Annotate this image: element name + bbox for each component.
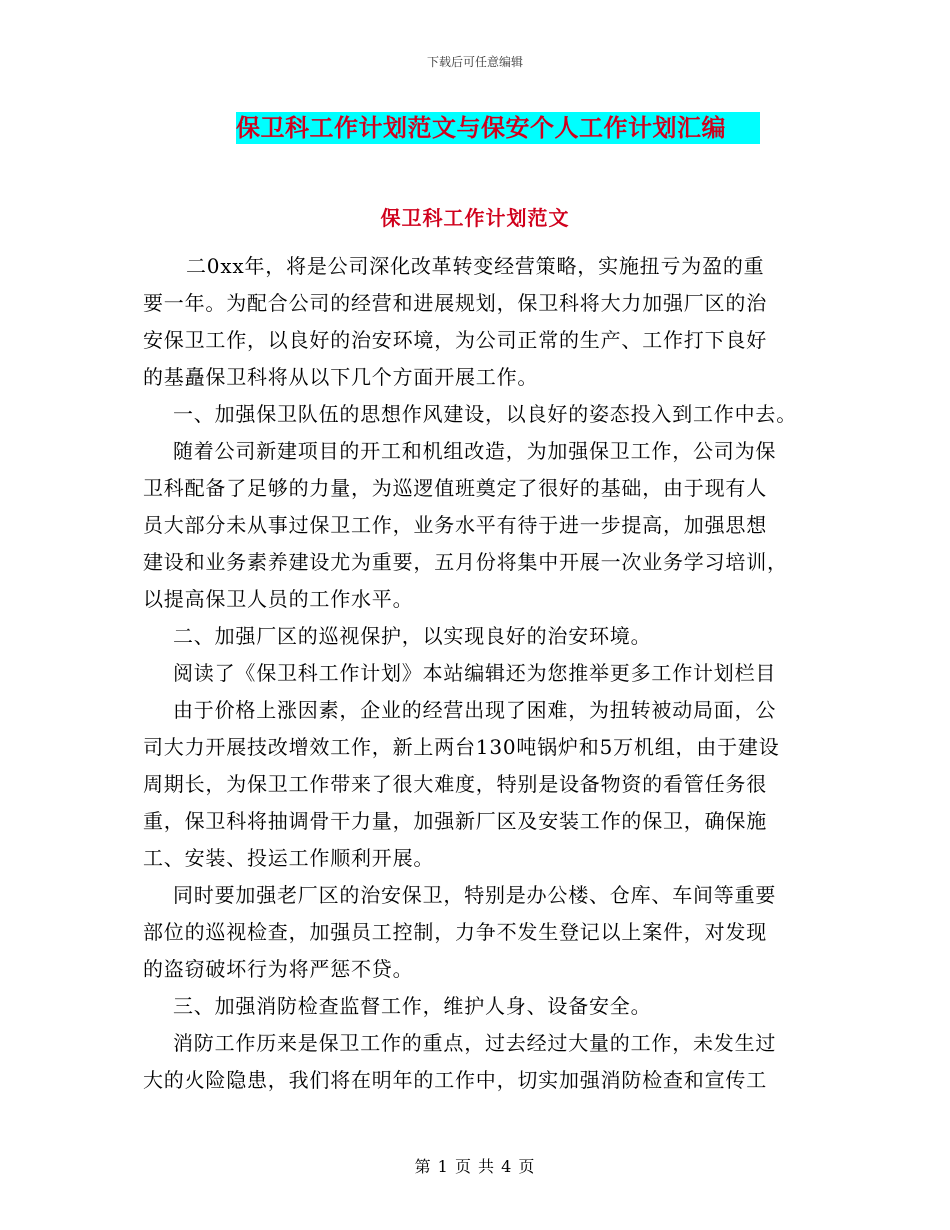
body-line: 三、加强消防检查监督工作，维护人身、设备安全。	[173, 994, 652, 1018]
body-line: 重，保卫科将抽调骨干力量，加强新厂区及安装工作的保卫，确保施	[143, 809, 767, 833]
body-line: 由于价格上涨因素，企业的经营出现了困难，为扭转被动局面，公	[173, 698, 777, 722]
body-line: 安保卫工作，以良好的治安环境，为公司正常的生产、工作打下良好	[143, 328, 767, 352]
body-line: 司大力开展技改增效工作，新上两台130吨锅炉和5万机组，由于建设	[143, 735, 780, 759]
body-line: 工、安装、投运工作顺利开展。	[143, 846, 435, 870]
body-line: 大的火险隐患，我们将在明年的工作中，切实加强消防检查和宣传工	[143, 1068, 767, 1092]
body-line: 以提高保卫人员的工作水平。	[143, 587, 414, 611]
body-line: 要一年。为配合公司的经营和进展规划，保卫科将大力加强厂区的治	[143, 291, 767, 315]
body-line: 卫科配备了足够的力量，为巡逻值班奠定了很好的基础，由于现有人	[143, 476, 767, 500]
body-line: 的盗窃破坏行为将严惩不贷。	[143, 957, 414, 981]
body-line: 阅读了《保卫科工作计划》本站编辑还为您推举更多工作计划栏目	[173, 661, 777, 685]
body-line: 建设和业务素养建设尤为重要，五月份将集中开展一次业务学习培训，	[143, 550, 788, 574]
body-line: 员大部分未从事过保卫工作，业务水平有待于进一步提高，加强思想	[143, 513, 767, 537]
body-line: 消防工作历来是保卫工作的重点，过去经过大量的工作，未发生过	[173, 1031, 777, 1055]
body-line: 二0xx年，将是公司深化改革转变经营策略，实施扭亏为盈的重	[186, 254, 765, 278]
page-footer: 第 1 页 共 4 页	[414, 1157, 536, 1176]
body-line: 一、加强保卫队伍的思想作风建设，以良好的姿态投入到工作中去。	[173, 402, 797, 426]
body-line: 部位的巡视检查，加强员工控制，力争不发生登记以上案件，对发现	[143, 920, 767, 944]
body-line: 同时要加强老厂区的治安保卫，特别是办公楼、仓库、车间等重要	[173, 883, 777, 907]
main-title: 保卫科工作计划范文与保安个人工作计划汇编	[236, 112, 760, 144]
body-line: 二、加强厂区的巡视保护，以实现良好的治安环境。	[173, 624, 652, 648]
body-line: 的基矗保卫科将从以下几个方面开展工作。	[143, 365, 539, 389]
header-note: 下载后可任意编辑	[426, 55, 523, 69]
body-line: 随着公司新建项目的开工和机组改造，为加强保卫工作，公司为保	[173, 439, 777, 463]
section-title: 保卫科工作计划范文	[380, 206, 570, 230]
body-line: 周期长，为保卫工作带来了很大难度，特别是设备物资的看管任务很	[143, 772, 767, 796]
